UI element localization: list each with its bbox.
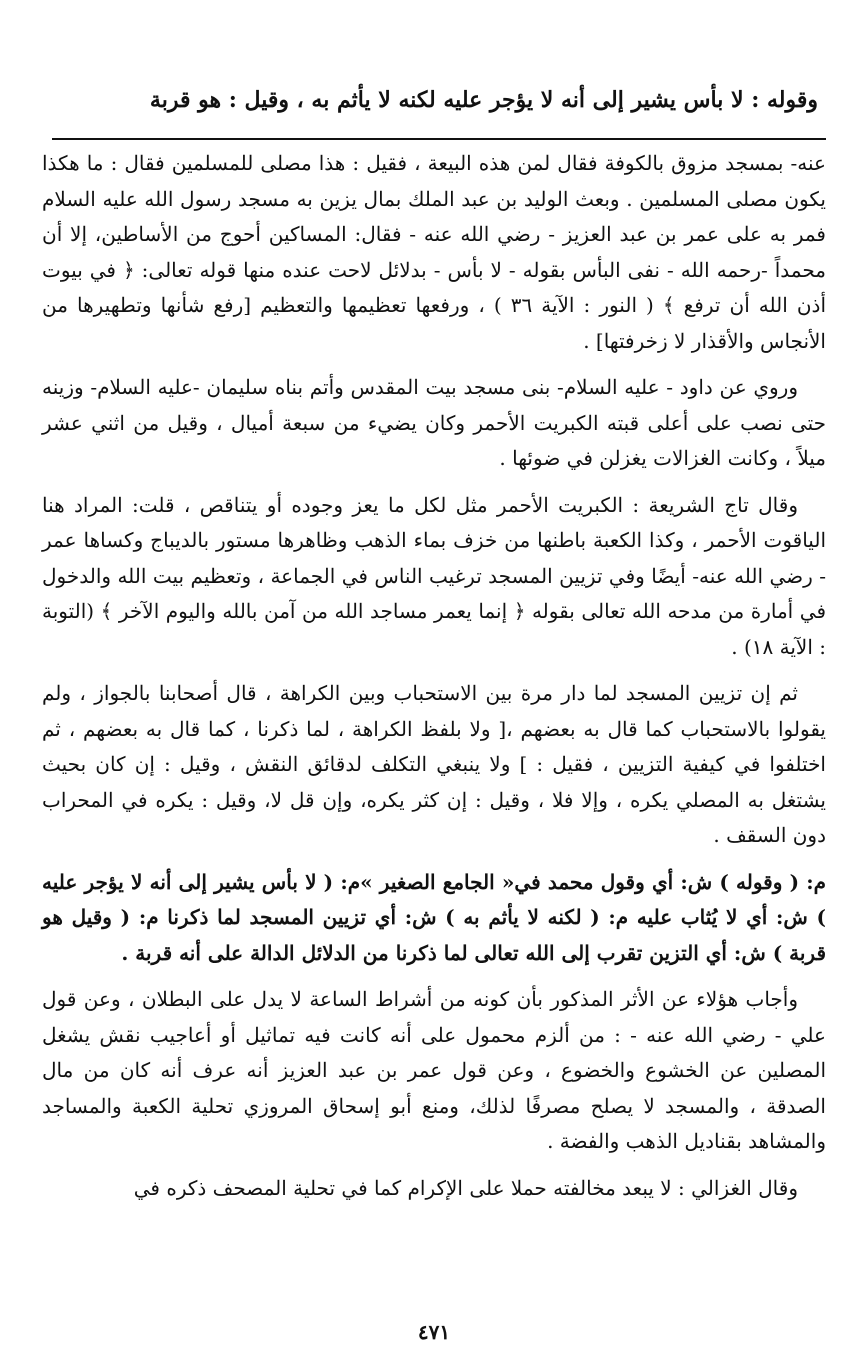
page-number: ٤٧١ xyxy=(417,1320,451,1344)
paragraph-2: وروي عن داود - عليه السلام- بنى مسجد بيت المقدس وأتم بناه سليمان -عليه السلام- وزينه حتى نصب على أعلى قبته الكبريت الأحمر وكان يضيء من سبعة أميال ، وقيل من اثني عشر ميلاً ، وكانت الغزالات يغزلن في ضوئها . xyxy=(42,375,826,470)
paragraph-6: وأجاب هؤلاء عن الأثر المذكور بأن كونه من أشراط الساعة لا يدل على البطلان ، وعن قول علي - رضي الله عنه - : من ألزم محمول على أنه كانت فيه تماثيل أو أعاجيب نقش يشغل المصلين عن الخشوع والخضوع ، وعن قول عمر بن عبد العزيز أنه عرف أنه كان من مال الصدقة ، والمسجد لا يصلح مصرفًا لذلك، ومنع أبو إسحاق المروزي تحلية الكعبة والمساجد والمشاهد بقناديل الذهب والفضة . xyxy=(42,987,826,1153)
paragraph-7: وقال الغزالي : لا يبعد مخالفته حملا على الإكرام كما في تحلية المصحف ذكره في xyxy=(133,1175,798,1200)
running-head: وقوله : لا بأس يشير إلى أنه لا يؤجر عليه لكنه لا يأثم به ، وقيل : هو قربة xyxy=(149,87,818,113)
paragraph-1: عنه- بمسجد مزوق بالكوفة فقال لمن هذه البيعة ، فقيل : هذا مصلى للمسلمين فقال : ما هكذا يكون مصلى المسلمين . وبعث الوليد بن عبد الملك بمال يزين به مسجد رسول الله عليه السلام فمر به على عمر بن عبد العزيز - رضي الله عنه - فقال: المساكين أحوج من الأساطين، إلا أن محمداً -رحمه الله - نفى البأس بقوله - لا بأس - بدلائل لاحت عنده منها قوله تعالى: ﴿ في بيوت أذن الله أن ترفع ﴾ ( النور : الآية ٣٦ ) ، ورفعها تعظيمها والتعظيم [رفع شأنها وتطهيرها من الأنجاس والأقذار لا زخرفتها] . xyxy=(42,151,826,353)
paragraph-4: ثم إن تزيين المسجد لما دار مرة بين الاستحباب وبين الكراهة ، قال أصحابنا بالجواز ، ولم يقولوا بالاستحباب كما قال به بعضهم ،[ ولا بلفظ الكراهة ، لما ذكرنا ، كما قال به بعضهم ، ثم اختلفوا في كيفية التزيين ، فقيل : ] ولا ينبغي التكلف لدقائق النقش ، وقيل : إن كان بحيث يشتغل به المصلي يكره ، وإلا فلا ، وقيل : إن كثر يكره، وإن قل لا، وقيل : يكره في المحراب دون السقف . xyxy=(42,681,826,847)
paragraph-5-commentary: م: ( وقوله ) ش: أي وقول محمد في« الجامع الصغير »م: ( لا بأس يشير إلى أنه لا يؤجر عليه ) ش: أي لا يُثاب عليه م: ( لكنه لا يأثم به ) ش: أي تزيين المسجد لما ذكرنا م: ( وقيل هو قربة ) ش: أي التزين تقرب إلى الله تعالى لما ذكرنا من الدلائل الدالة على أنه قربة . xyxy=(42,869,826,965)
paragraph-3: وقال تاج الشريعة : الكبريت الأحمر مثل لكل ما يعز وجوده أو يتناقص ، قلت: المراد هنا الياقوت الأحمر ، وكذا الكعبة باطنها من خزف بماء الذهب وظاهرها مستور بالديباج وكساها عمر - رضي الله عنه- أيضًا وفي تزيين المسجد ترغيب الناس في الجماعة ، وتعظيم بيت الله والدخول في أمارة من مدحه الله تعالى بقوله ﴿ إنما يعمر مساجد الله من آمن بالله واليوم الآخر ﴾ (التوبة : الآية ١٨) . xyxy=(42,492,826,659)
main-text xyxy=(42,146,826,1217)
header-divider xyxy=(52,138,826,140)
